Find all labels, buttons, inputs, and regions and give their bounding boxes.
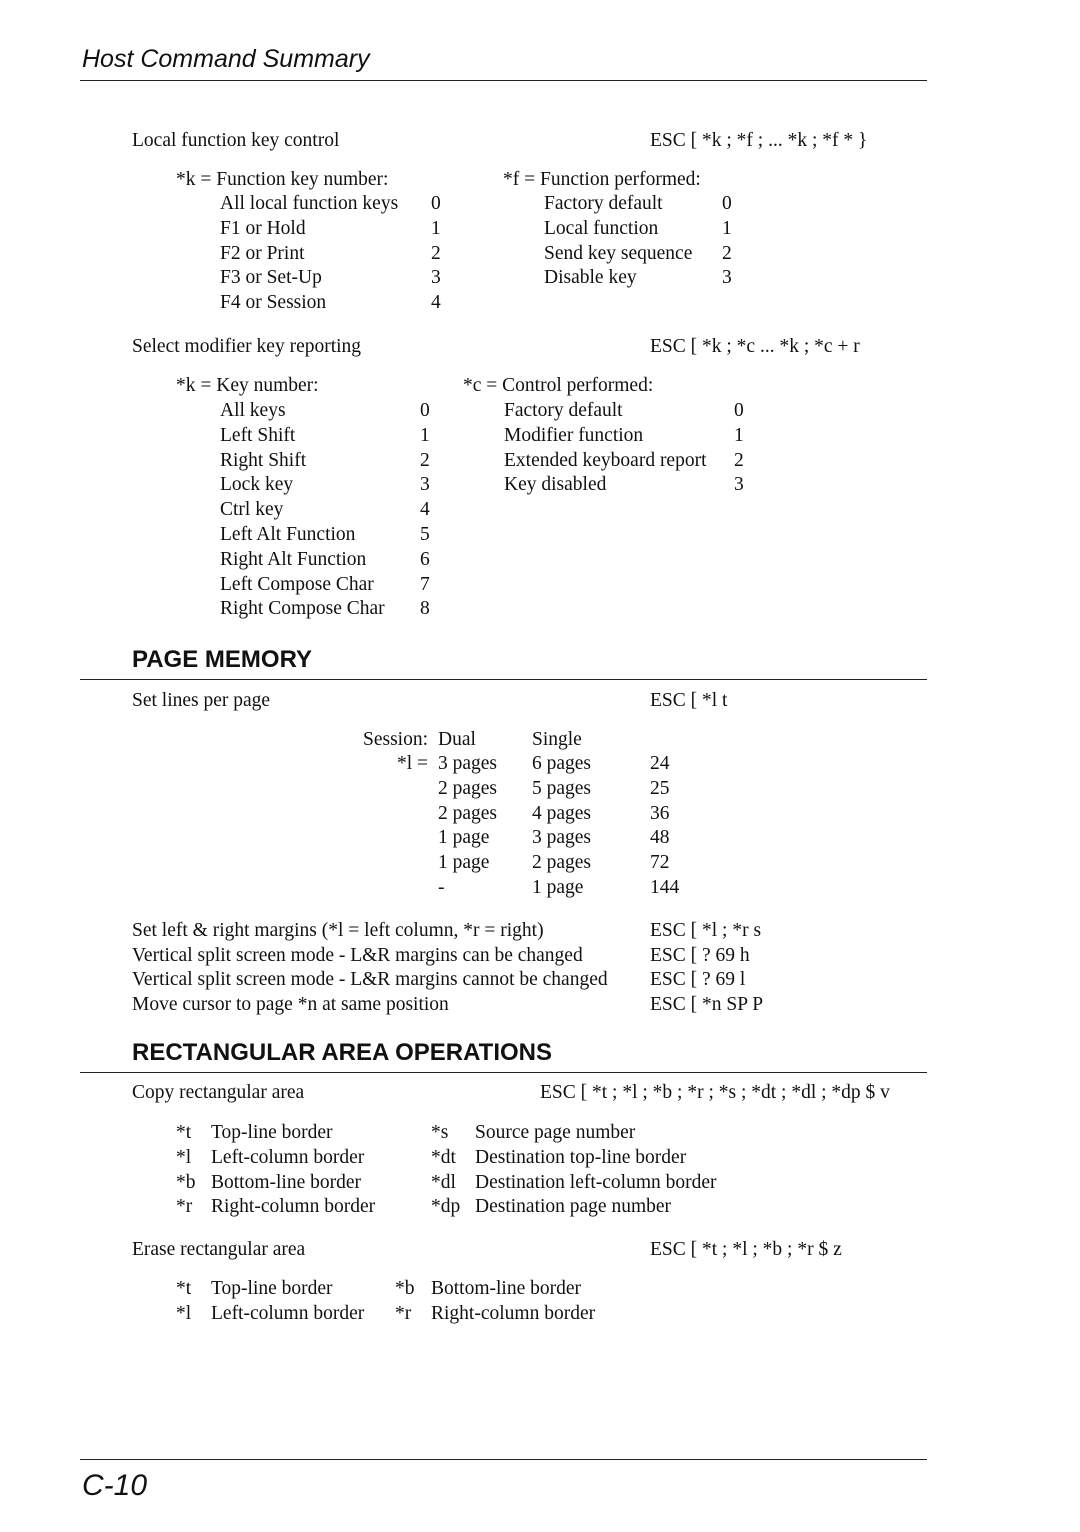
param-desc: Bottom-line border [431, 1278, 582, 1299]
modifier-key-number: 5 [420, 524, 430, 545]
command-description: Vertical split screen mode - L&R margins can be changed [132, 944, 583, 966]
page-number: C-10 [82, 1469, 148, 1502]
page-header-title: Host Command Summary [82, 45, 370, 73]
copy-rect-esc: ESC [ *t ; *l ; *b ; *r ; *s ; *dt ; *dl ; *dp $ v [540, 1082, 890, 1103]
fn-key-name: F2 or Print [220, 242, 305, 264]
modifier-key-name: Left Alt Function [220, 524, 356, 545]
copy-rect-title: Copy rectangular area [132, 1082, 305, 1103]
param-code: *t [176, 1278, 192, 1299]
lines-value: 144 [650, 877, 680, 898]
control-name: Key disabled [504, 474, 607, 496]
modifier-key-number: 1 [420, 424, 430, 446]
param-code: *dt [431, 1146, 456, 1168]
lines-value: 48 [650, 827, 670, 849]
modifier-esc: ESC [ *k ; *c ... *k ; *c + r [650, 336, 860, 357]
modifier-key-name: Left Shift [220, 424, 296, 446]
param-code: *s [431, 1122, 449, 1143]
header-rule [80, 80, 927, 81]
param-desc: Right-column border [211, 1196, 376, 1218]
param-code: *l [176, 1302, 192, 1324]
control-number: 3 [734, 474, 744, 496]
param-desc: Source page number [475, 1122, 636, 1143]
modifier-c-head: *c = Control performed: [463, 375, 654, 396]
fn-performed-name: Local function [544, 217, 659, 239]
dual-pages: 1 page [438, 852, 490, 874]
modifier-key-name: Lock key [220, 474, 294, 496]
lines-value: 24 [650, 753, 670, 774]
footer-rule [80, 1459, 927, 1460]
param-code: *r [395, 1302, 412, 1324]
local-fn-esc: ESC [ *k ; *f ; ... *k ; *f * } [650, 130, 868, 151]
single-pages: 4 pages [532, 802, 592, 824]
modifier-key-name: Right Compose Char [220, 598, 385, 620]
lines-value: 25 [650, 777, 670, 799]
lines-per-page-esc: ESC [ *l t [650, 690, 728, 711]
control-number: 0 [734, 400, 744, 421]
local-fn-f-head: *f = Function performed: [503, 169, 701, 190]
param-desc: Left-column border [211, 1302, 365, 1324]
fn-performed-name: Factory default [544, 193, 663, 214]
modifier-key-number: 4 [420, 499, 430, 521]
erase-rect-title: Erase rectangular area [132, 1239, 306, 1260]
erase-rect-esc: ESC [ *t ; *l ; *b ; *r $ z [650, 1239, 842, 1260]
fn-performed-name: Send key sequence [544, 242, 693, 264]
local-fn-title: Local function key control [132, 130, 340, 151]
fn-performed-number: 3 [722, 267, 732, 289]
local-fn-k-head: *k = Function key number: [176, 169, 389, 190]
dual-pages: 3 pages [438, 753, 498, 774]
fn-key-name: F3 or Set-Up [220, 267, 322, 289]
fn-key-name: All local function keys [220, 193, 399, 214]
param-desc: Bottom-line border [211, 1171, 362, 1193]
rect-rule [80, 1072, 927, 1073]
l-label: *l = [396, 753, 428, 774]
single-label: Single [532, 729, 582, 750]
control-number: 1 [734, 424, 744, 446]
lines-per-page-title: Set lines per page [132, 690, 271, 711]
modifier-key-number: 7 [420, 573, 430, 595]
fn-key-number: 1 [431, 217, 441, 239]
fn-performed-number: 2 [722, 242, 732, 264]
param-code: *b [395, 1278, 415, 1299]
modifier-key-number: 3 [420, 474, 430, 496]
command-description: Vertical split screen mode - L&R margins cannot be changed [132, 969, 608, 991]
fn-key-name: F1 or Hold [220, 217, 306, 239]
modifier-key-name: Ctrl key [220, 499, 284, 521]
dual-pages: 2 pages [438, 777, 498, 799]
modifier-key-name: Right Shift [220, 449, 307, 471]
modifier-key-number: 8 [420, 598, 430, 620]
command-esc: ESC [ *n SP P [650, 994, 764, 1016]
single-pages: 1 page [532, 877, 584, 898]
param-desc: Destination page number [475, 1196, 672, 1218]
dual-label: Dual [438, 729, 476, 750]
param-code: *l [176, 1146, 192, 1168]
fn-key-number: 0 [431, 193, 441, 214]
fn-key-number: 4 [431, 292, 441, 314]
param-code: *r [176, 1196, 193, 1218]
modifier-key-number: 2 [420, 449, 430, 471]
command-description: Set left & right margins (*l = left column, *r = right) [132, 920, 544, 941]
param-code: *dp [431, 1196, 461, 1218]
lines-value: 36 [650, 802, 670, 824]
param-desc: Destination left-column border [475, 1171, 717, 1193]
param-desc: Left-column border [211, 1146, 365, 1168]
modifier-title: Select modifier key reporting [132, 336, 362, 357]
param-desc: Right-column border [431, 1302, 596, 1324]
fn-performed-name: Disable key [544, 267, 637, 289]
single-pages: 6 pages [532, 753, 592, 774]
param-code: *dl [431, 1171, 456, 1193]
control-name: Modifier function [504, 424, 644, 446]
fn-key-number: 2 [431, 242, 441, 264]
modifier-key-number: 6 [420, 548, 430, 570]
page-memory-rule [80, 679, 927, 680]
control-name: Factory default [504, 400, 623, 421]
fn-key-number: 3 [431, 267, 441, 289]
fn-performed-number: 0 [722, 193, 732, 214]
dual-pages: 1 page [438, 827, 490, 849]
lines-value: 72 [650, 852, 670, 874]
param-desc: Top-line border [211, 1278, 333, 1299]
page-memory-heading: PAGE MEMORY [132, 646, 313, 673]
param-code: *b [176, 1171, 196, 1193]
modifier-key-name: Left Compose Char [220, 573, 374, 595]
modifier-key-name: All keys [220, 400, 286, 421]
control-name: Extended keyboard report [504, 449, 707, 471]
dual-pages: 2 pages [438, 802, 498, 824]
param-code: *t [176, 1122, 192, 1143]
dual-pages: - [438, 877, 445, 898]
command-esc: ESC [ *l ; *r s [650, 920, 762, 941]
command-esc: ESC [ ? 69 l [650, 969, 746, 991]
modifier-key-number: 0 [420, 400, 430, 421]
fn-key-name: F4 or Session [220, 292, 327, 314]
single-pages: 5 pages [532, 777, 592, 799]
single-pages: 3 pages [532, 827, 592, 849]
modifier-key-name: Right Alt Function [220, 548, 367, 570]
modifier-k-head: *k = Key number: [176, 375, 319, 396]
fn-performed-number: 1 [722, 217, 732, 239]
rect-heading: RECTANGULAR AREA OPERATIONS [132, 1039, 552, 1066]
session-label: Session: [362, 729, 428, 750]
single-pages: 2 pages [532, 852, 592, 874]
command-description: Move cursor to page *n at same position [132, 994, 449, 1016]
param-desc: Top-line border [211, 1122, 333, 1143]
param-desc: Destination top-line border [475, 1146, 687, 1168]
command-esc: ESC [ ? 69 h [650, 944, 750, 966]
control-number: 2 [734, 449, 744, 471]
